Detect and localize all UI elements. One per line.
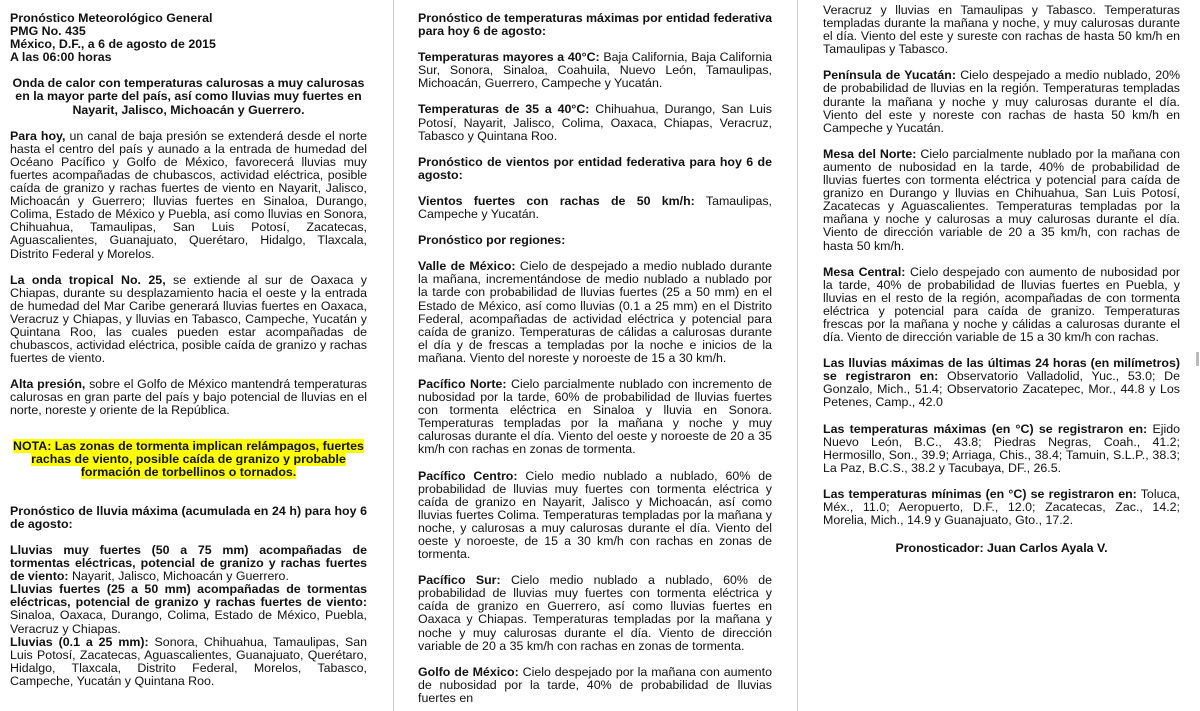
temp-max-item	[418, 51, 772, 90]
region-item	[823, 266, 1180, 345]
observed-max-label: Las temperaturas máximas (en °C) se registraron en:	[823, 421, 1148, 436]
onda-tropical-label: La onda tropical No. 25,	[10, 272, 166, 287]
temp-max-item-text: Baja California, Baja California Sur, Sonora, Sinaloa, Coahuila, Nuevo León, Tamaulipas, Michoacán, Guerrero, Campeche y Yucatán.	[418, 50, 773, 91]
para-hoy	[10, 130, 367, 261]
region-label: Mesa del Norte:	[823, 146, 917, 161]
vientos-label: Vientos fuertes con rachas de 50 km/h:	[418, 193, 695, 208]
region-item	[823, 148, 1180, 253]
bulletin-date: México, D.F., a 6 de agosto de 2015	[10, 37, 216, 52]
region-item	[418, 260, 772, 365]
region-label: Valle de México:	[418, 259, 516, 274]
bulletin-time: A las 06:00 horas	[10, 50, 112, 65]
region-label: Pacífico Centro:	[418, 468, 518, 483]
region-label: Península de Yucatán:	[823, 68, 956, 83]
region-text-continued: Cielo despejado por la mañana con aumento de nubosidad por la tarde, 40% de probabilidad de lluvias fuertes en	[418, 664, 773, 705]
lluvia-item	[10, 544, 367, 583]
bulletin-header	[10, 12, 367, 64]
observed-min	[823, 488, 1180, 527]
bulletin-title: Pronóstico Meteorológico General	[10, 11, 213, 25]
region-label: Pacífico Sur:	[418, 573, 501, 588]
nota-text: NOTA: Las zonas de tormenta implican relámpagos, fuertes rachas de viento, posible caída de granizo y probable formación de torbellinos o tornados.	[13, 438, 364, 479]
region-text: Cielo de despejado a medio nublado durante la mañana, incrementándose de medio nublado a nublado por la tarde con probabilidad de lluvias fuertes (25 a 50 mm) en el Estado de México, así como lluvias (0.1 a 25 mm) en el Distrito Federal, acompañadas de actividad eléctrica y potencial para caída de granizo. Temperaturas de cálidas a calurosas durante el día y de frescas a templadas por la noche e inicios de la mañana. Viento del noreste y noroeste de 15 a 30 km/h.	[418, 259, 772, 365]
column-divider	[393, 0, 394, 711]
observed-min-label: Las temperaturas mínimas (en °C) se registraron en:	[823, 486, 1137, 501]
alta-presion-label: Alta presión,	[10, 377, 86, 392]
column-3	[823, 4, 1180, 711]
region-label: Golfo de México:	[418, 664, 519, 679]
temp-max-item-text: Chihuahua, Durango, San Luis Potosí, Nayarit, Jalisco, Colima, Oaxaca, Chiapas, Veracruz, Tabasco y Quintana Roo.	[418, 102, 772, 143]
observed-rain-text: Observatorio Valladolid, Yuc., 53.0; De Gonzalo, Mich., 51.4; Observatorio Zacatepec, Mor., 44.8 y Los Petenes, Camp., 42.0	[823, 369, 1180, 410]
temp-max-title: Pronóstico de temperaturas máximas por entidad federativa para hoy 6 de agosto:	[418, 11, 772, 39]
lluvia-item	[10, 583, 367, 635]
region-item-golfo-continued: Veracruz y lluvias en Tamaulipas y Tabasco. Temperaturas templadas durante la mañana y noche, y muy calurosas durante el día. Viento del este y sureste con rachas de hasta 50 km/h en Tamaulipas y Tabasco.	[823, 3, 1180, 57]
alta-presion	[10, 378, 367, 417]
region-text: Cielo parcialmente nublado con incremento de nubosidad por la tarde, 60% de probabilidad de lluvias fuertes con tormenta eléctrica en Sinaloa y lluvia en Sonora. Temperaturas templadas por la mañana y noche y muy calurosas durante el día. Viento del oeste y noroeste de 20 a 35 km/h con rachas en zonas de tormenta.	[418, 376, 772, 457]
observed-rain	[823, 357, 1180, 409]
page-edge-mark	[1196, 352, 1199, 366]
alta-presion-text: sobre el Golfo de México mantendrá temperaturas calurosas en gran parte del país y bajo potencial de lluvias en el norte, noreste y oriente de la República.	[10, 377, 367, 418]
lluvia-item	[10, 636, 367, 688]
lluvia-item-label: Lluvias muy fuertes (50 a 75 mm) acompañadas de tormentas eléctricas, potencial de granizo y rachas fuertes de viento:	[10, 543, 367, 584]
nota-box	[10, 440, 367, 479]
lluvia-item-label: Lluvias fuertes (25 a 50 mm) acompañadas de tormentas eléctricas, potencial de granizo y rachas fuertes de viento:	[10, 582, 367, 610]
region-text: Cielo despejado con aumento de nubosidad por la tarde, 40% de probabilidad de lluvias fuertes en Puebla, y lluvias en el resto de la región, acompañadas de con tormenta eléctrica y potencial para caída de granizo. Temperaturas frescas por la mañana y noche y cálidas a calurosas durante el día. Viento de dirección variable de 15 a 30 km/h con rachas.	[823, 264, 1180, 345]
region-label: Pacífico Norte:	[418, 376, 507, 391]
observed-max-text: Ejido Nuevo León, B.C., 43.8; Piedras Negras, Coah., 41.2; Hermosillo, Son., 39.9; Arriaga, Chis., 38.4; Tamuin, S.L.P., 38.3; La Paz, B.C.S., 38.2 y Tacubaya, DF., 26.5.	[823, 421, 1180, 475]
region-label: Mesa Central:	[823, 264, 906, 279]
lluvia-title: Pronóstico de lluvia máxima (acumulada en 24 h) para hoy 6 de agosto:	[10, 503, 367, 531]
para-hoy-label: Para hoy,	[10, 128, 66, 143]
region-item	[418, 378, 772, 457]
column-1	[10, 12, 367, 711]
bulletin-number: PMG No. 435	[10, 24, 86, 39]
lluvia-item-label: Lluvias (0.1 a 25 mm):	[10, 634, 149, 649]
observed-min-text: Toluca, Méx., 11.0; Aeropuerto, D.F., 12.0; Zacatecas, Zac., 14.2; Morelia, Mich., 14.9 y Guanajuato, Gto., 17.2.	[823, 486, 1180, 528]
vientos-item	[418, 195, 772, 221]
regiones-title: Pronóstico por regiones:	[418, 233, 566, 248]
temp-max-item	[418, 103, 772, 142]
column-2	[418, 12, 772, 711]
lluvia-item-text: Nayarit, Jalisco, Michoacán y Guerrero.	[68, 569, 289, 584]
lluvia-item-text: Sonora, Chihuahua, Tamaulipas, San Luis Potosí, Zacatecas, Aguascalientes, Guanajuato, Querétaro, Hidalgo, Tlaxcala, Distrito Federal, Morelos, Tabasco, Campeche, Yucatán y Quintana Roo.	[10, 634, 367, 688]
onda-tropical-text: se extiende al sur de Oaxaca y Chiapas, durante su desplazamiento hacia el oeste y la entrada de humedad del Mar Caribe generará lluvias fuertes en Oaxaca, Veracruz y Chiapas, y lluvias en Tabasco, Campeche, Yucatán y Quintana Roo, las cuales pueden estar acompañadas de chubascos, actividad eléctrica, posible caída de granizo y rachas fuertes de viento.	[10, 272, 367, 366]
temp-max-item-label: Temperaturas mayores a 40°C:	[418, 50, 600, 65]
headline: Onda de calor con temperaturas calurosas a muy calurosas en la mayor parte del país, así como lluvias muy fuertes en Nayarit, Jalisco, Michoacán y Guerrero.	[12, 76, 365, 117]
forecaster-signature: Pronosticador: Juan Carlos Ayala V.	[895, 541, 1108, 556]
vientos-text: Tamaulipas, Campeche y Yucatán.	[418, 193, 772, 222]
observed-max	[823, 423, 1180, 475]
column-divider	[797, 0, 798, 711]
observed-rain-label: Las lluvias máximas de las últimas 24 horas (en milímetros) se registraron en:	[823, 356, 1180, 384]
onda-tropical	[10, 274, 367, 366]
region-item	[418, 470, 772, 562]
para-hoy-text: un canal de baja presión se extenderá desde el norte hasta el centro del país y aunado a la entrada de humedad del Océano Pacífico y Golfo de México, favorecerá lluvias muy fuertes acompañadas de chubascos, actividad eléctrica, posible caída de granizo y rachas fuertes de viento en Nayarit, Jalisco, Michoacán y Guerrero; lluvias fuertes en Sinaloa, Durango, Colima, Estado de México y Puebla, así como lluvias en Sonora, Chihuahua, Tamaulipas, San Luis Potosí, Zacatecas, Aguascalientes, Guanajuato, Querétaro, Hidalgo, Tlaxcala, Distrito Federal y Morelos.	[10, 128, 367, 261]
temp-max-item-label: Temperaturas de 35 a 40°C:	[418, 102, 590, 117]
region-item	[823, 69, 1180, 134]
region-text: Cielo medio nublado a nublado, 60% de probabilidad de lluvias muy fuertes con tormenta eléctrica y caída de granizo en Nayarit, Jalisco y Michoacán, así como lluvias fuertes Colima. Temperaturas templadas por la mañana y noche, y calurosas a muy calurosas durante el día. Viento del oeste y noroeste, de 15 a 30 km/h con rachas en zonas de tormenta.	[418, 468, 772, 562]
vientos-title: Pronóstico de vientos por entidad federativa para hoy 6 de agosto:	[418, 154, 772, 182]
region-text: Cielo despejado a medio nublado, 20% de probabilidad de lluvias en la región. Temperaturas templadas durante la mañana y noche y muy calurosas durante el día. Viento del este y noreste con rachas de hasta 50 km/h en Campeche y Yucatán.	[823, 68, 1180, 135]
region-text: Cielo parcialmente nublado por la mañana con aumento de nubosidad en la tarde, 40% de probabilidad de lluvias fuertes con tormenta eléctrica y potencial para caída de granizo en Durango y lluvias en Chihuahua, San Luis Potosí, Zacatecas y Aguascalientes. Temperaturas templadas por la mañana y noche y calurosas a muy calurosas durante el día. Viento de dirección variable de 20 a 35 km/h, con rachas de hasta 50 km/h.	[823, 146, 1180, 253]
lluvia-item-text: Sinaloa, Oaxaca, Durango, Colima, Estado de México, Puebla, Veracruz y Chiapas.	[10, 608, 367, 636]
region-item-golfo	[418, 666, 772, 705]
region-text: Cielo medio nublado a nublado, 60% de probabilidad de lluvias muy fuertes con tormenta eléctrica y caída de granizo en Guerrero, así como lluvias fuertes en Oaxaca y Chiapas. Temperaturas templadas por la mañana y noche y muy calurosas durante el día. Viento de dirección variable de 20 a 35 km/h con rachas en zonas de tormenta.	[418, 573, 772, 653]
region-item	[418, 574, 772, 653]
